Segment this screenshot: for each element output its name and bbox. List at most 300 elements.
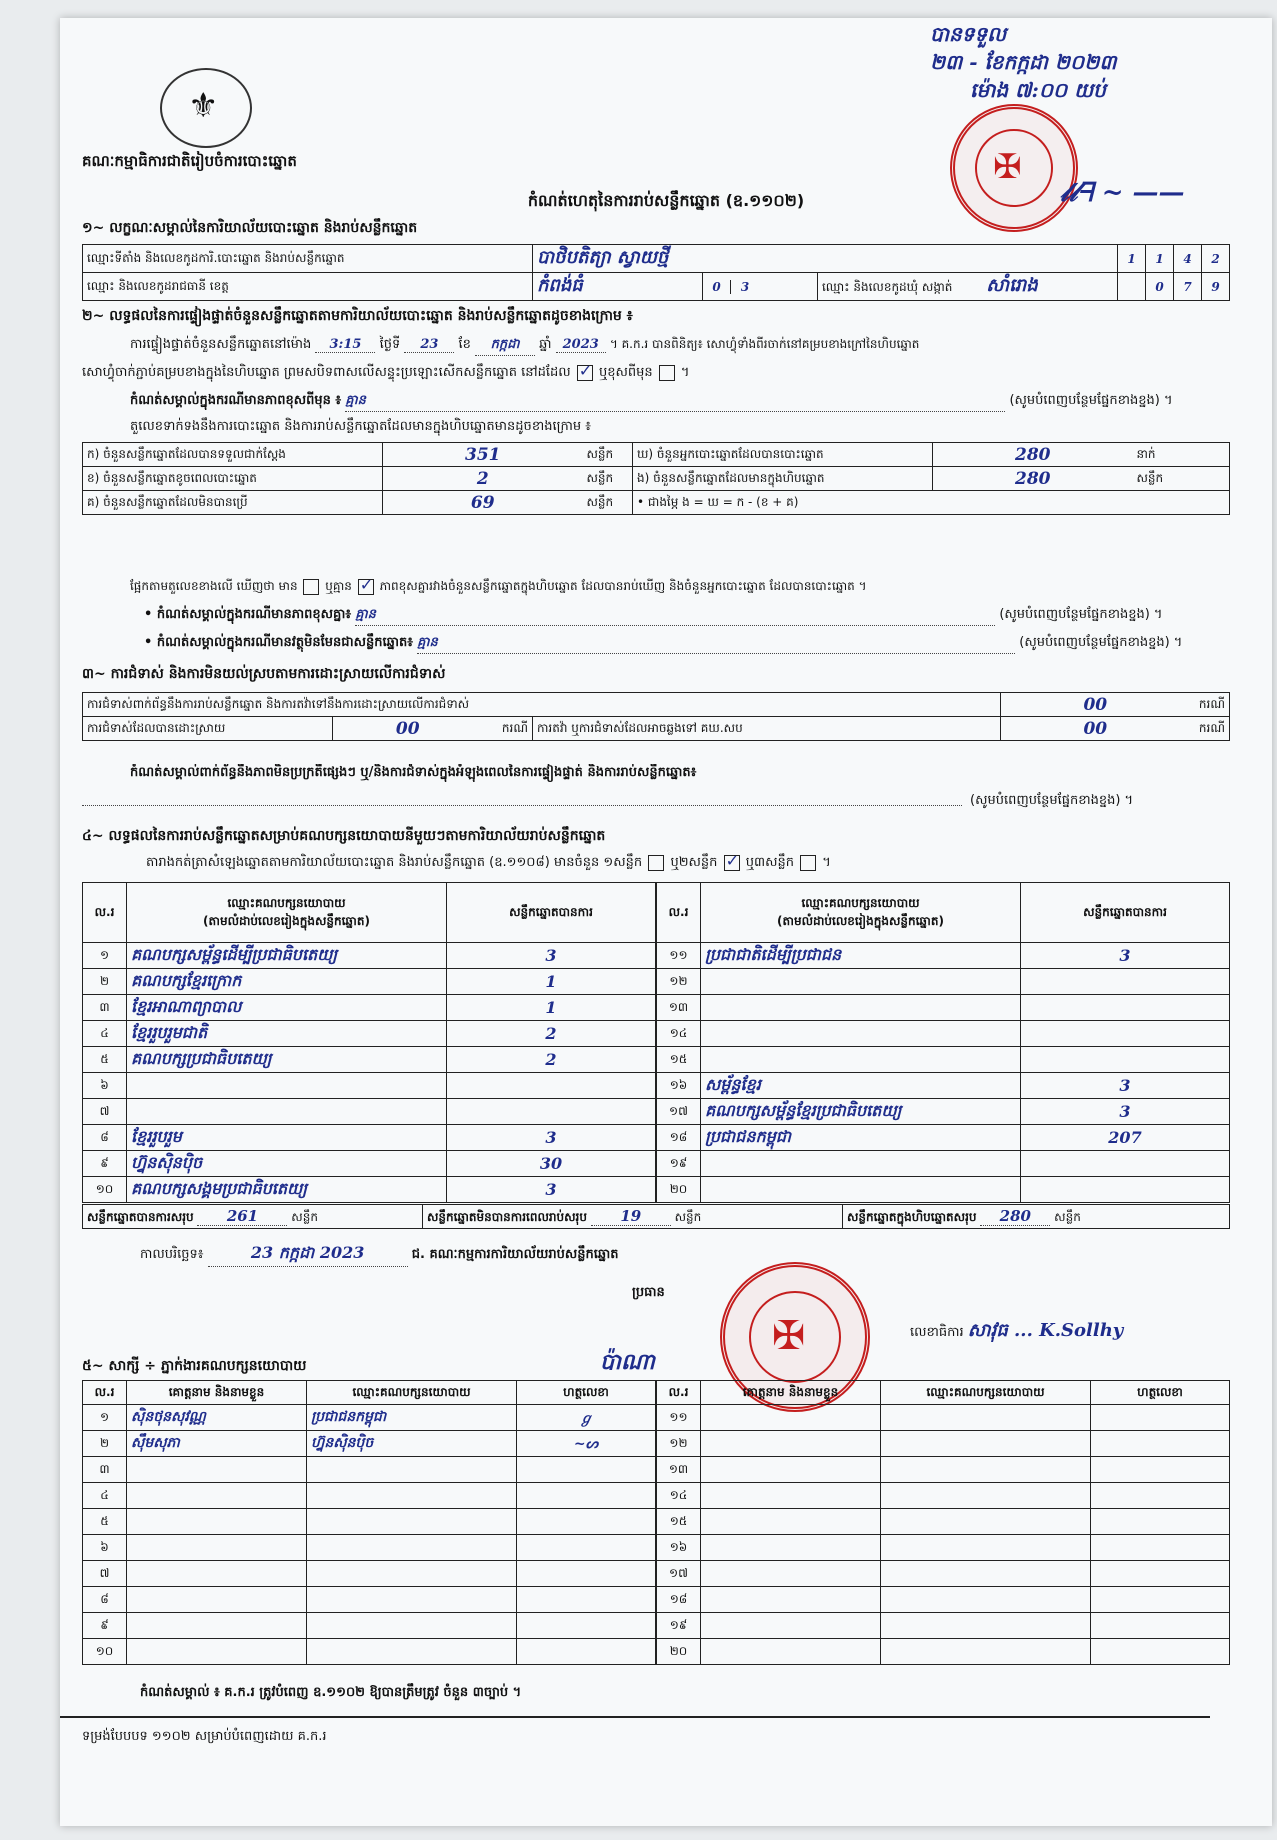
secretary-line [910,1318,1123,1345]
location-code-3: 4 [1174,245,1202,273]
note2-label: • កំណត់សម្គាល់ក្នុងករណីមានភាពខុសគ្នា៖ [144,607,352,622]
total-invalid-label: សន្លឹកឆ្នោតមិនបានការពេលរាប់សរុប [427,1209,587,1224]
document-title: កំណត់ហេតុនៃការរាប់សន្លឹកឆ្នោត (ឧ.១១០២) [527,191,805,210]
votes-table-left [82,882,656,1203]
vote-no: ៣ [83,995,127,1021]
date-label: កាលបរិច្ឆេទ៖ [140,1247,204,1262]
witness-no: ២០ [657,1639,701,1665]
witness-signature [517,1535,656,1561]
witness-right-no-header: ល.រ [657,1381,701,1405]
section4-heading: ៤~ លទ្ធផលនៃការរាប់សន្លឹកឆ្នោតសម្រាប់គណបក្សនយោបាយនីមួយៗតាមការិយាល័យរាប់សន្លឹកឆ្នោត [82,828,606,844]
fig-d-label: ឃ) ចំនួនអ្នកបោះឆ្នោតដែលបានបោះឆ្នោត [633,443,933,467]
witness-signature: ~ᔕ [517,1431,656,1457]
commune-code-2: 7 [1174,273,1202,301]
vote-count [1021,1021,1230,1047]
note3-label: • កំណត់សម្គាល់ក្នុងករណីមានវត្ថុមិនមែនជាសន្លឹកឆ្នោត៖ [144,635,413,650]
witness-party [881,1483,1091,1509]
appealed-label: ការតវ៉ា ឬការជំទាស់ដែលអាចឆ្លងទៅ គឃ.សប [533,717,1001,741]
received-note-line3: ម៉ោង ៧:០០ យប់ [970,78,1106,102]
witness-party [881,1613,1091,1639]
fig-b-value: 2 [383,467,583,491]
fig-b-unit: សន្លឹក [583,467,633,491]
province-label-text: ឈ្មោះ និងលេខកូដរាជធានី ខេត្ត [87,278,229,293]
witness-name [127,1587,307,1613]
witness-party [307,1561,517,1587]
complaints-table [82,692,1230,741]
date-line [140,1242,618,1267]
fig-a-unit: សន្លឹក [583,443,633,467]
votes-right-row [657,943,1230,969]
vote-count: 3 [447,1125,656,1151]
vote-no: ១ [83,943,127,969]
witness-party [307,1457,517,1483]
location-code-4: 2 [1202,245,1230,273]
total-box-value: 280 [980,1207,1050,1226]
votes-left-party-header-2: (តាមលំដាប់លេខរៀងក្នុងសន្លឹកឆ្នោត) [203,913,370,928]
votes-left-party-header [127,883,447,943]
witness-no: ៣ [83,1457,127,1483]
fig-c-value: 69 [383,491,583,515]
votes-right-row [657,969,1230,995]
record-sheets-end: ។ [822,855,831,870]
witness-no: ១៧ [657,1561,701,1587]
votes-right-no-header: ល.រ [657,883,701,943]
vote-count: 207 [1021,1125,1230,1151]
vote-party-name: គណបក្សប្រជាធិបតេយ្យ [127,1047,447,1073]
vote-party-name [701,1021,1021,1047]
witness-signature [1091,1457,1230,1483]
witness-no: ១០ [83,1639,127,1665]
official-stamp-top: ✠ [950,104,1078,232]
witness-left-row [83,1457,656,1483]
vote-count [1021,1047,1230,1073]
witness-right-row [657,1587,1230,1613]
vote-party-name: ហ្វ៊ុនស៊ិនប៉ិច [127,1151,447,1177]
witness-right-row [657,1509,1230,1535]
votes-right-row [657,1073,1230,1099]
complaints-total-value: 00 [1000,693,1190,717]
votes-right-row [657,995,1230,1021]
witness-party [881,1535,1091,1561]
witness-signature: ℊ [517,1405,656,1431]
commune-label: ឈ្មោះ និងលេខកូដឃុំ សង្កាត់ [822,280,953,294]
witness-name: ស៊ិនថុនសុវណ្ណ [127,1405,307,1431]
total-valid-label: សន្លឹកឆ្នោតបានការសរុប [87,1209,194,1224]
witness-no: ១៨ [657,1587,701,1613]
note3-line [144,634,1244,654]
province-label [83,273,533,301]
witness-left-row [83,1587,656,1613]
sheets-3-checkbox[interactable] [800,855,816,871]
witness-party [307,1613,517,1639]
complaints-total-unit: ករណី [1190,693,1229,717]
witness-left-row [83,1483,656,1509]
witness-right-row [657,1431,1230,1457]
figures-intro: តួលេខទាក់ទងនឹងការបោះឆ្នោត និងការរាប់សន្លឹកឆ្នោតដែលមានក្នុងហិបឆ្នោតមានដូចខាងក្រោម ៖ [130,419,591,434]
vote-no: ១០ [83,1177,127,1203]
witness-right-row [657,1639,1230,1665]
witness-no: ១៦ [657,1535,701,1561]
votes-right-row [657,1125,1230,1151]
record-sheets-line [146,854,831,873]
fig-c-label: គ) ចំនួនសន្លឹកឆ្នោតដែលមិនបានប្រើ [83,491,383,515]
witness-signature [1091,1613,1230,1639]
vote-count [1021,1177,1230,1203]
note3-hint: (សូមបំពេញបន្ថែមផ្នែកខាងខ្នង) ។ [1019,635,1183,650]
votes-right-party-header [701,883,1021,943]
witness-party [881,1457,1091,1483]
vote-party-name [701,1047,1021,1073]
seal-changed-text: ឬខុសពីមុន [598,365,653,380]
vote-count: 3 [1021,1073,1230,1099]
vote-party-name: ប្រជាជាតិដើម្បីប្រជាជន [701,943,1021,969]
vote-party-name: ខ្មែររួបរួម [127,1125,447,1151]
vote-no: ៩ [83,1151,127,1177]
witness-signature [1091,1535,1230,1561]
irregularity-fill-line [82,804,962,806]
vote-no: ១៩ [657,1151,701,1177]
vote-party-name: គណបក្សសម្ព័ន្ធខ្មែរប្រជាធិបតេយ្យ [701,1099,1021,1125]
votes-left-row [83,969,656,995]
vote-no: ១៨ [657,1125,701,1151]
witness-party [881,1587,1091,1613]
witness-signature [1091,1405,1230,1431]
witness-party: ហ្វ៊ុនស៊ិនប៉ិច [307,1431,517,1457]
votes-left-row [83,1125,656,1151]
vote-count: 1 [447,969,656,995]
vote-count [1021,1151,1230,1177]
vote-party-name [127,1099,447,1125]
seal-unchanged-checkbox[interactable] [577,365,593,381]
witness-left-row [83,1561,656,1587]
witness-no: ១៥ [657,1509,701,1535]
note1-line [130,392,1240,412]
total-box-cell [843,1205,1230,1229]
verification-year: 2023 [556,337,606,353]
witness-name [127,1561,307,1587]
votes-right-votes-header: សន្លឹកឆ្នោតបានការ [1021,883,1230,943]
vote-no: ១៥ [657,1047,701,1073]
vote-count [447,1073,656,1099]
date-value: 23 កក្កដា 2023 [208,1242,408,1267]
note3-value: គ្មាន [417,634,1015,654]
secretary-label: លេខាធិការ [910,1325,964,1340]
verification-text-e: ។ គ.ក.រ បានពិនិត្យ៖ សោហ្វុំទាំងពីរចាក់នៅគម្របខាងក្រៅនៃហិបឆ្នោត [609,337,920,351]
witness-no: ៨ [83,1587,127,1613]
votes-left-row [83,943,656,969]
appealed-value: 00 [1000,717,1190,741]
vote-no: ៦ [83,1073,127,1099]
witness-no: ១៩ [657,1613,701,1639]
fig-c-unit: សន្លឹក [583,491,633,515]
witness-table-left [82,1380,656,1665]
vote-no: ១៦ [657,1073,701,1099]
secretary-signature: សាវុធ ... K.Sollhy [967,1320,1124,1341]
witness-no: ១១ [657,1405,701,1431]
witness-party [881,1405,1091,1431]
witness-party [307,1483,517,1509]
section1-heading: ១~ លក្ខណៈសម្គាល់នៃការិយាល័យបោះឆ្នោត និងរាប់សន្លឹកឆ្នោត [82,220,418,236]
witness-name [701,1509,881,1535]
votes-right-row [657,1021,1230,1047]
votes-right-row [657,1099,1230,1125]
witness-party [881,1561,1091,1587]
vote-no: ៧ [83,1099,127,1125]
witness-left-row [83,1639,656,1665]
vote-count [1021,995,1230,1021]
witness-right-row [657,1457,1230,1483]
witness-signature [1091,1431,1230,1457]
commune-value: សាំរោង [986,275,1038,296]
witness-no: ៧ [83,1561,127,1587]
witness-left-sign-header: ហត្ថលេខា [517,1381,656,1405]
note1-hint: (សូមបំពេញបន្ថែមផ្នែកខាងខ្នង) ។ [1009,393,1173,408]
witness-name [701,1431,881,1457]
vote-party-name: សម្ព័ន្ធខ្មែរ [701,1073,1021,1099]
appealed-unit: ករណី [1190,717,1229,741]
vote-no: ៥ [83,1047,127,1073]
witness-name [127,1509,307,1535]
province-code-1: 0 [703,280,731,294]
witness-right-row [657,1405,1230,1431]
vote-party-name [127,1073,447,1099]
votes-left-row [83,1047,656,1073]
irregularity-label: កំណត់សម្គាល់ពាក់ព័ន្ធនឹងភាពមិនប្រក្រតីផ្សេងៗ ឬ/និងការជំទាស់ក្នុងអំឡុងពេលនៃការផ្ទៀងផ្ទាត់ និងការរាប់សន្លឹកឆ្នោត៖ [130,765,697,780]
votes-left-votes-header: សន្លឹកឆ្នោតបានការ [447,883,656,943]
witness-left-row [83,1613,656,1639]
seal-text: សោហ្វុំចាក់ភ្ជាប់គម្របខាងក្នុងនៃហិបឆ្នោត ព្រមសបិទពាសលើសន្ទុះប្រឡោះសើកសន្លឹកឆ្នោត នៅដដែល [82,365,571,380]
seal-changed-checkbox[interactable] [659,365,675,381]
sheets-2-text: ឬ២សន្លឹក [670,855,718,870]
total-invalid-value: 19 [591,1207,671,1226]
top-signature: 𝓁𝓁ᖷ ~ —— [1060,178,1185,208]
witness-name: ស៊ឹមសុភា [127,1431,307,1457]
votes-table-right [656,882,1230,1203]
witness-left-row [83,1431,656,1457]
ballot-counting-report-page [60,18,1272,1826]
date-signatory: ជ. គណៈកម្មការការិយាល័យរាប់សន្លឹកឆ្នោត [411,1247,619,1262]
witness-right-name-header: គោត្តនាម និងនាមខ្លួន [701,1381,881,1405]
witness-no: ១២ [657,1431,701,1457]
witness-party: ប្រជាជនកម្ពុជា [307,1405,517,1431]
votes-right-party-header-2: (តាមលំដាប់លេខរៀងក្នុងសន្លឹកឆ្នោត) [777,913,944,928]
commune-code-1: 0 [1146,273,1174,301]
witness-name [701,1587,881,1613]
verification-time: 3:15 [315,337,375,353]
votes-left-row [83,1073,656,1099]
total-invalid-cell [423,1205,843,1229]
resolved-value: 00 [333,717,483,741]
vote-party-name [701,1151,1021,1177]
witness-left-party-header: ឈ្មោះគណបក្សនយោបាយ [307,1381,517,1405]
total-valid-value: 261 [197,1207,287,1226]
difference-no-checkbox[interactable] [358,579,374,595]
note2-value: គ្មាន [355,606,995,626]
difference-text-b: ឬគ្មាន [325,579,352,593]
fig-e-unit: សន្លឹក [1133,467,1230,491]
witness-name [701,1561,881,1587]
vote-no: ១៤ [657,1021,701,1047]
witness-no: ២ [83,1431,127,1457]
witness-name [127,1457,307,1483]
difference-text-c: ភាពខុសគ្នារវាងចំនួនសន្លឹកឆ្នោតក្នុងហិបឆ្នោត ដែលបានរាប់ឃើញ និងចំនួនអ្នកបោះឆ្នោត ដែលបានបោះឆ្នោត ។ [379,579,867,593]
witness-party [881,1639,1091,1665]
witness-left-no-header: ល.រ [83,1381,127,1405]
vote-no: ១២ [657,969,701,995]
received-note [930,20,1250,104]
witness-signature [1091,1639,1230,1665]
witness-right-row [657,1483,1230,1509]
votes-right-party-header-1: ឈ្មោះគណបក្សនយោបាយ [801,895,920,910]
vote-no: ៤ [83,1021,127,1047]
vote-party-name: គណបក្សសម្ព័ន្ធដើម្បីប្រជាធិបតេយ្យ [127,943,447,969]
witness-right-row [657,1613,1230,1639]
witness-signature [517,1613,656,1639]
witness-right-row [657,1535,1230,1561]
totals-table [82,1204,1230,1229]
vote-party-name [701,969,1021,995]
vote-no: ១៧ [657,1099,701,1125]
votes-left-row [83,1021,656,1047]
witness-party [307,1535,517,1561]
witness-signature [517,1587,656,1613]
figures-table [82,442,1230,515]
witness-left-row [83,1535,656,1561]
witness-name [127,1639,307,1665]
vote-no: ២ [83,969,127,995]
note2-hint: (សូមបំពេញបន្ថែមផ្នែកខាងខ្នង) ។ [999,607,1163,622]
votes-left-row [83,1099,656,1125]
fig-a-label: ក) ចំនួនសន្លឹកឆ្នោតដែលបានទទួលជាក់ស្តែង [83,443,383,467]
vote-no: ២០ [657,1177,701,1203]
verification-month: កក្កដា [475,336,535,356]
vote-count: 3 [1021,943,1230,969]
witness-party [881,1509,1091,1535]
witness-party [881,1431,1091,1457]
location-code-2: 1 [1146,245,1174,273]
vote-party-name: គណបក្សសង្គមប្រជាធិបតេយ្យ [127,1177,447,1203]
note1-value: គ្មាន [345,392,1005,412]
footer-note: កំណត់សម្គាល់ ៖ គ.ក.រ ត្រូវបំពេញ ឧ.១១០២ ឱ្យបានត្រឹមត្រូវ ចំនួន ៣ច្បាប់ ។ [140,1685,522,1700]
witness-left-row [83,1405,656,1431]
vote-no: ១៣ [657,995,701,1021]
fig-e-label: ង) ចំនួនសន្លឹកឆ្នោតដែលមានក្នុងហិបឆ្នោត [633,467,933,491]
votes-right-row [657,1177,1230,1203]
note2-line [144,606,1244,626]
verification-text-a: ការផ្ទៀងផ្ទាត់ចំនួនសន្លឹកឆ្នោតនៅម៉ោង [130,337,312,352]
vote-no: ១១ [657,943,701,969]
witness-signature [1091,1587,1230,1613]
votes-left-no-header: ល.រ [83,883,127,943]
total-box-label: សន្លឹកឆ្នោតក្នុងហិបឆ្នោតសរុប [847,1209,977,1224]
witness-no: ៦ [83,1535,127,1561]
witness-table-right [656,1380,1230,1665]
location-value: បាថិបតិត្យា ស្វាយថ្មី [533,245,1118,273]
difference-yes-checkbox[interactable] [303,579,319,595]
witness-no: ៤ [83,1483,127,1509]
witness-name [701,1483,881,1509]
total-valid-cell [83,1205,423,1229]
irregularity-hint: (សូមបំពេញបន្ថែមផ្នែកខាងខ្នង) ។ [970,793,1134,808]
witness-party [307,1587,517,1613]
witness-name [701,1457,881,1483]
form-code: ទម្រង់បែបបទ ១១០២ សម្រាប់បំពេញដោយ គ.ក.រ [82,1729,327,1744]
fig-d-value: 280 [933,443,1133,467]
total-valid-unit: សន្លឹក [291,1209,318,1224]
verification-text-b: ថ្ងៃទី [379,337,401,352]
received-note-line1: បានទទួល [930,22,1007,46]
fig-e-value: 280 [933,467,1133,491]
irregularity-note [130,764,1240,783]
witness-signature [517,1639,656,1665]
received-note-line2: ២៣ - ខែកក្កដា ២០២៣ [930,50,1117,74]
votes-left-row [83,995,656,1021]
vote-count: 3 [447,1177,656,1203]
witness-name [701,1405,881,1431]
official-stamp-bottom: ✠ [720,1262,870,1412]
votes-left-row [83,1151,656,1177]
witness-signature [1091,1483,1230,1509]
votes-right-row [657,1047,1230,1073]
witness-right-row [657,1561,1230,1587]
difference-text-a: ផ្អែកតាមតួលេខខាងលើ ឃើញថា មាន [130,579,298,593]
note1-label: កំណត់សម្គាល់ក្នុងករណីមានភាពខុសពីមុន ៖ [130,393,342,408]
commission-name: គណៈកម្មាធិការជាតិរៀបចំការបោះឆ្នោត [82,152,297,170]
resolved-label: ការជំទាស់ដែលបានដោះស្រាយ [83,717,333,741]
vote-no: ៨ [83,1125,127,1151]
vote-party-name: គណបក្សខ្មែរក្រោក [127,969,447,995]
fig-a-value: 351 [383,443,583,467]
votes-left-party-header-1: ឈ្មោះគណបក្សនយោបាយ [227,895,346,910]
vote-party-name: ប្រជាជនកម្ពុជា [701,1125,1021,1151]
location-label: ឈ្មោះទីតាំង និងលេខកូដការិ.បោះឆ្នោត និងរាប់សន្លឹកឆ្នោត [83,245,533,273]
witness-right-sign-header: ហត្ថលេខា [1091,1381,1230,1405]
witness-left-row [83,1509,656,1535]
witness-signature [517,1457,656,1483]
total-invalid-unit: សន្លឹក [674,1209,702,1224]
vote-count: 1 [447,995,656,1021]
difference-line [130,578,867,596]
sheets-2-checkbox[interactable] [724,855,740,871]
section1-table [82,244,1230,301]
vote-count [447,1099,656,1125]
nec-emblem-icon: ⚜ [160,68,252,148]
verification-text-d: ឆ្នាំ [539,337,552,352]
witness-no: ១៤ [657,1483,701,1509]
vote-party-name [701,1177,1021,1203]
witness-no: ៩ [83,1613,127,1639]
witness-right-party-header: ឈ្មោះគណបក្សនយោបាយ [881,1381,1091,1405]
resolved-unit: ករណី [483,717,533,741]
vote-party-name: ខ្មែរអាណាព្យាបាល [127,995,447,1021]
commune-label-cell [818,273,1118,301]
record-sheets-text: តារាងកត់ត្រាសំឡេងឆ្នោតតាមការិយាល័យបោះឆ្នោត និងរាប់សន្លឹកឆ្នោត (ឧ.១១០៨) មានចំនួន ១សន្លឹក [146,855,643,870]
witness-name [701,1639,881,1665]
sheets-1-checkbox[interactable] [648,855,664,871]
vote-count: 2 [447,1021,656,1047]
total-box-unit: សន្លឹក [1054,1209,1081,1224]
vote-count: 3 [1021,1099,1230,1125]
province-code [703,273,818,301]
chair-label: ប្រធាន [632,1285,665,1300]
commune-code-3: 9 [1202,273,1230,301]
verification-line [130,336,1240,356]
witness-name [127,1535,307,1561]
witness-no: ១៣ [657,1457,701,1483]
votes-right-row [657,1151,1230,1177]
vote-count [1021,969,1230,995]
witness-name [701,1535,881,1561]
